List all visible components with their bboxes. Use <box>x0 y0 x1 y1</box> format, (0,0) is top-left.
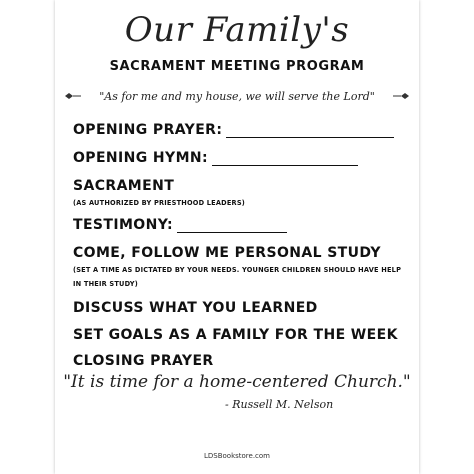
closing-prayer-item <box>73 353 214 369</box>
ornament-left-icon <box>65 92 81 100</box>
page-title: Our Family's <box>124 10 350 50</box>
opening-hymn-label: OPENING HYMN: <box>73 150 209 166</box>
testimony-label: TESTIMONY: <box>73 217 174 233</box>
opening-hymn-blank[interactable] <box>212 151 358 166</box>
page-subtitle: SACRAMENT MEETING PROGRAM <box>109 59 365 74</box>
personal-study-note-cont: IN THEIR STUDY) <box>73 280 138 288</box>
opening-prayer-blank[interactable] <box>226 123 394 138</box>
closing-author: - Russell M. Nelson <box>225 398 334 411</box>
discuss-label: DISCUSS WHAT YOU LEARNED <box>73 300 318 316</box>
scripture-quote-row <box>65 86 409 106</box>
opening-prayer-label: OPENING PRAYER: <box>73 122 223 138</box>
sacrament-item <box>73 178 174 194</box>
footer-site: LDSBookstore.com <box>203 452 271 460</box>
testimony-blank[interactable] <box>177 218 287 233</box>
opening-prayer-item <box>73 122 394 138</box>
goals-label: SET GOALS AS A FAMILY FOR THE WEEK <box>73 327 398 343</box>
sacrament-note: (AS AUTHORIZED BY PRIESTHOOD LEADERS) <box>73 199 245 207</box>
personal-study-note: (SET A TIME AS DICTATED BY YOUR NEEDS. YOUNGER CHILDREN SHOULD HAVE HELP <box>73 266 402 274</box>
sacrament-label: SACRAMENT <box>73 178 175 194</box>
scripture-quote: "As for me and my house, we will serve the Lord" <box>99 89 375 103</box>
discuss-item <box>73 300 318 316</box>
goals-item <box>73 327 398 343</box>
ornament-right-icon <box>393 92 409 100</box>
personal-study-label: COME, FOLLOW ME PERSONAL STUDY <box>73 245 381 261</box>
closing-quote: "It is time for a home-centered Church." <box>63 372 411 392</box>
opening-hymn-item <box>73 150 358 166</box>
program-page <box>55 0 419 474</box>
personal-study-item <box>73 245 381 261</box>
closing-prayer-label: CLOSING PRAYER <box>73 353 214 369</box>
testimony-item <box>73 217 287 233</box>
